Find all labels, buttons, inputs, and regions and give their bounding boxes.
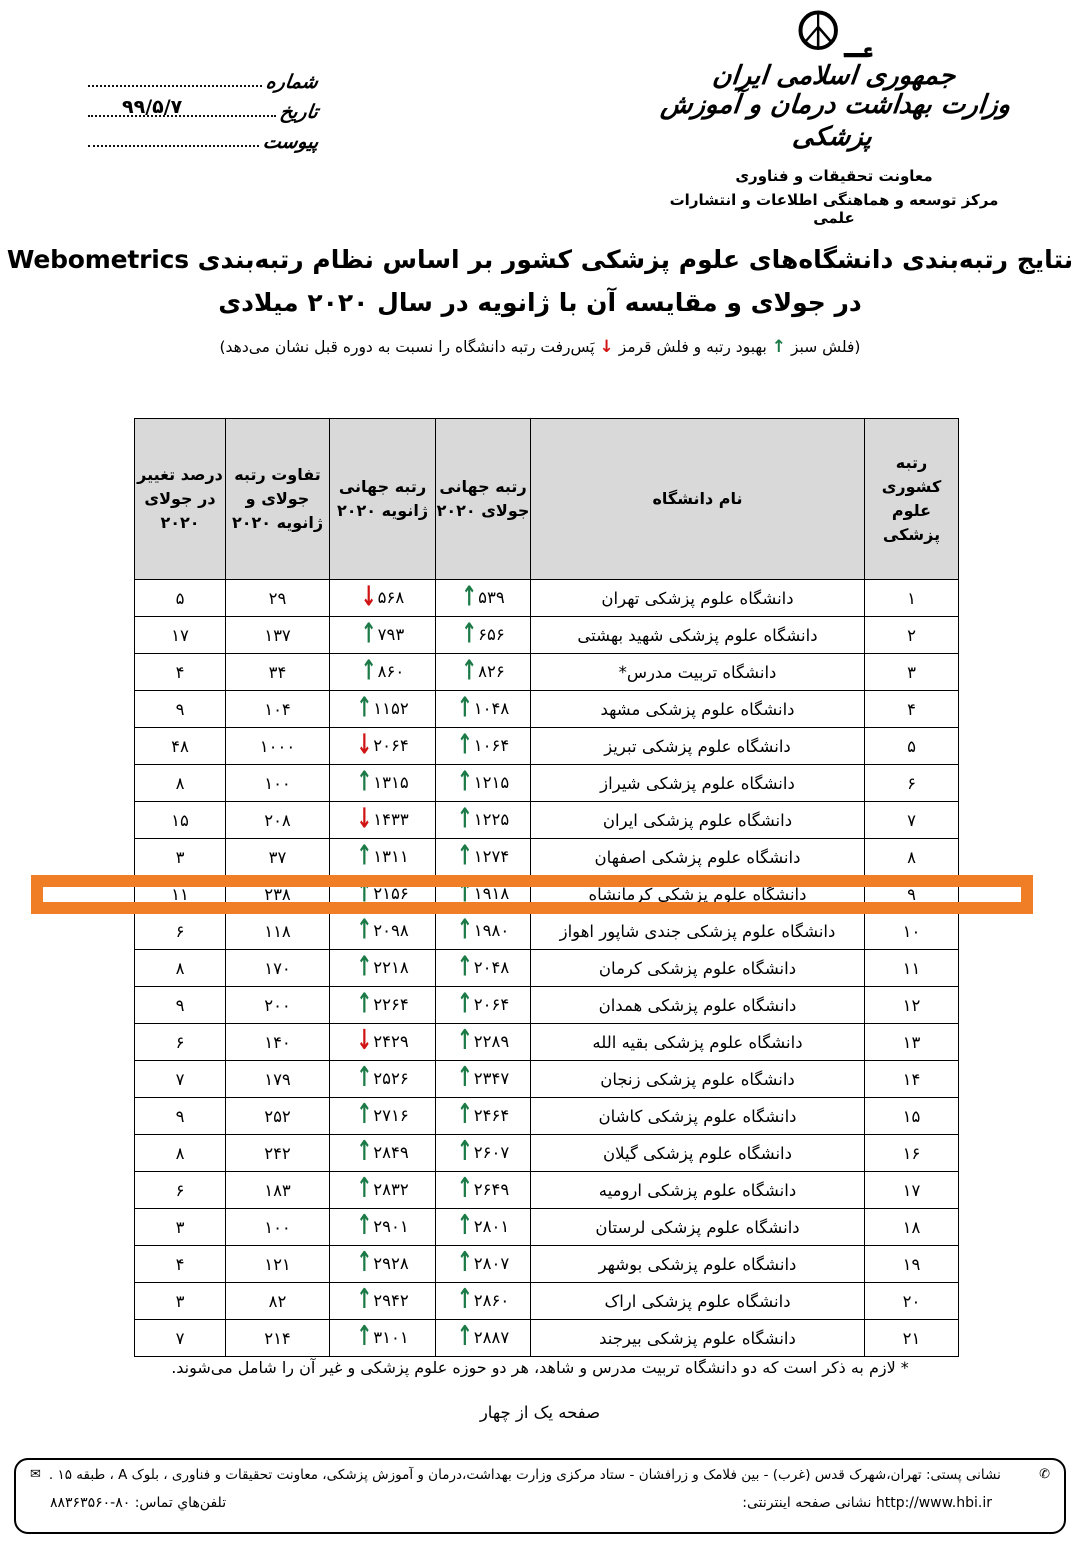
cell-world-rank-july — [436, 950, 531, 987]
table-body — [135, 580, 959, 1357]
cell-rank-difference: ۲۳۸ — [226, 876, 330, 913]
cell-world-rank-january — [330, 1246, 436, 1283]
cell-world-rank-january-value: ۱۱۵۲ — [373, 699, 409, 719]
footer-website-group — [742, 1495, 992, 1511]
cell-national-rank: ۸ — [865, 839, 959, 876]
cell-rank-difference: ۱۰۰۰ — [226, 728, 330, 765]
cell-world-rank-july — [436, 876, 531, 913]
table-row — [135, 839, 959, 876]
nastaliq-line-2: وزارت بهداشت درمان و آموزش پزشکی — [659, 90, 1013, 152]
cell-world-rank-july — [436, 580, 531, 617]
table-row — [135, 1246, 959, 1283]
cell-percent-change: ۳ — [135, 1209, 226, 1246]
column-header-world-rank-jan: رتبه جهانی ژانویه ۲۰۲۰ — [330, 419, 436, 580]
arrow-up-icon: ↑ — [356, 913, 373, 946]
cell-world-rank-july — [436, 1172, 531, 1209]
cell-national-rank: ۲ — [865, 617, 959, 654]
cell-world-rank-january-value: ۱۴۳۳ — [373, 810, 409, 830]
cell-rank-difference: ۱۷۹ — [226, 1061, 330, 1098]
meta-dotted-line — [88, 144, 259, 147]
cell-rank-difference: ۱۳۷ — [226, 617, 330, 654]
cell-world-rank-july-value: ۲۶۴۹ — [473, 1180, 510, 1200]
arrow-up-icon: ↑ — [461, 580, 478, 613]
cell-national-rank: ۱۴ — [865, 1061, 959, 1098]
cell-world-rank-july — [436, 691, 531, 728]
table-row — [135, 765, 959, 802]
cell-world-rank-january-value: ۱۳۱۵ — [373, 773, 409, 793]
meta-row-date — [88, 94, 318, 124]
cell-university-name: دانشگاه علوم پزشکی ایران — [531, 802, 865, 839]
column-header-national-rank: رتبه کشوری علوم پزشکی — [865, 419, 959, 580]
cell-university-name: دانشگاه علوم پزشکی لرستان — [531, 1209, 865, 1246]
cell-university-name: دانشگاه علوم پزشکی بقیه الله — [531, 1024, 865, 1061]
arrow-up-icon: ↑ — [356, 1246, 373, 1279]
cell-world-rank-july-value: ۱۰۴۸ — [473, 699, 510, 719]
cell-world-rank-july — [436, 987, 531, 1024]
cell-world-rank-january-value: ۲۹۲۸ — [373, 1254, 409, 1274]
arrow-up-icon: ↑ — [356, 876, 373, 909]
table-row — [135, 654, 959, 691]
cell-world-rank-january — [330, 913, 436, 950]
cell-world-rank-january — [330, 691, 436, 728]
fax-icon: ✆ — [1039, 1467, 1050, 1482]
footer-contact-line — [30, 1495, 1050, 1511]
table-row — [135, 1135, 959, 1172]
cell-university-name: دانشگاه علوم پزشکی همدان — [531, 987, 865, 1024]
cell-world-rank-july-value: ۲۶۰۷ — [473, 1143, 510, 1163]
cell-national-rank: ۹ — [865, 876, 959, 913]
cell-national-rank: ۱۶ — [865, 1135, 959, 1172]
footer-website-url[interactable]: http://www.hbi.ir — [875, 1495, 992, 1511]
cell-percent-change: ۶ — [135, 913, 226, 950]
cell-world-rank-july — [436, 1283, 531, 1320]
cell-percent-change: ۸ — [135, 765, 226, 802]
table-row — [135, 580, 959, 617]
table-header-row — [135, 419, 959, 580]
cell-rank-difference: ۱۰۰ — [226, 1209, 330, 1246]
cell-world-rank-july-value: ۱۹۱۸ — [473, 884, 510, 904]
cell-world-rank-july-value: ۱۰۶۴ — [473, 736, 510, 756]
cell-national-rank: ۳ — [865, 654, 959, 691]
arrow-up-icon: ↑ — [456, 950, 473, 983]
cell-national-rank: ۱۷ — [865, 1172, 959, 1209]
table-row — [135, 1061, 959, 1098]
table-row — [135, 987, 959, 1024]
cell-world-rank-january — [330, 1135, 436, 1172]
cell-world-rank-july-value: ۱۹۸۰ — [473, 921, 510, 941]
cell-world-rank-july-value: ۶۵۶ — [478, 625, 505, 645]
cell-world-rank-july — [436, 1024, 531, 1061]
cell-world-rank-january — [330, 987, 436, 1024]
cell-world-rank-january-value: ۲۲۱۸ — [373, 958, 409, 978]
cell-university-name: دانشگاه علوم پزشکی مشهد — [531, 691, 865, 728]
cell-national-rank: ۱۳ — [865, 1024, 959, 1061]
department-line-1: معاونت تحقیقات و فناوری — [735, 167, 933, 185]
arrow-up-icon: ↑ — [456, 802, 473, 835]
ministry-letterhead-block — [654, 0, 1014, 227]
cell-percent-change: ۴۸ — [135, 728, 226, 765]
cell-world-rank-july-value: ۲۰۶۴ — [473, 995, 510, 1015]
arrow-up-icon: ↑ — [456, 1320, 473, 1353]
cell-world-rank-january-value: ۷۹۳ — [377, 625, 405, 645]
cell-university-name: دانشگاه علوم پزشکی کاشان — [531, 1098, 865, 1135]
meta-row-attachment — [88, 124, 318, 154]
cell-rank-difference: ۳۷ — [226, 839, 330, 876]
cell-world-rank-july — [436, 1098, 531, 1135]
table-row — [135, 1098, 959, 1135]
table-row — [135, 728, 959, 765]
arrow-up-icon: ↑ — [356, 987, 373, 1020]
arrow-up-icon: ↑ — [456, 1135, 473, 1168]
cell-world-rank-july-value: ۲۸۸۷ — [473, 1328, 510, 1348]
arrow-up-icon: ↑ — [456, 1061, 473, 1094]
meta-row-number — [88, 64, 318, 94]
cell-national-rank: ۷ — [865, 802, 959, 839]
cell-world-rank-july-value: ۲۲۸۹ — [473, 1032, 510, 1052]
cell-world-rank-july — [436, 654, 531, 691]
cell-world-rank-july — [436, 1209, 531, 1246]
cell-national-rank: ۲۱ — [865, 1320, 959, 1357]
ranking-table — [134, 418, 959, 1357]
cell-world-rank-january-value: ۸۶۰ — [377, 662, 405, 682]
legend-note-middle: بهبود رتبه و فلش قرمز — [618, 338, 767, 356]
cell-university-name: دانشگاه علوم پزشکی شهید بهشتی — [531, 617, 865, 654]
cell-university-name: دانشگاه علوم پزشکی اراک — [531, 1283, 865, 1320]
footer-contact-box — [14, 1458, 1066, 1534]
table-row — [135, 913, 959, 950]
arrow-up-icon: ↑ — [456, 1024, 473, 1057]
arrow-up-icon: ↑ — [771, 337, 787, 357]
arrow-up-icon: ↑ — [356, 1098, 373, 1131]
cell-rank-difference: ۱۴۰ — [226, 1024, 330, 1061]
footer-website-label: نشانی صفحه اینترنتی: — [742, 1495, 872, 1511]
cell-world-rank-january — [330, 1320, 436, 1357]
arrow-up-icon: ↑ — [356, 950, 373, 983]
cell-world-rank-january-value: ۲۷۱۶ — [373, 1106, 409, 1126]
cell-world-rank-july — [436, 1061, 531, 1098]
arrow-up-icon: ↑ — [356, 1209, 373, 1242]
table-row — [135, 617, 959, 654]
page-title-line-2: در جولای و مقایسه آن با ژانویه در سال ۲۰۲۰ میلادی — [218, 288, 862, 317]
arrow-up-icon: ↑ — [456, 1283, 473, 1316]
cell-national-rank: ۱۵ — [865, 1098, 959, 1135]
cell-percent-change: ۱۷ — [135, 617, 226, 654]
arrow-up-icon: ↑ — [456, 728, 473, 761]
arrow-up-icon: ↑ — [461, 617, 478, 650]
legend-note-suffix: پَس‌رفت رتبه دانشگاه را نسبت به دوره قبل نشان می‌دهد) — [219, 338, 595, 356]
cell-world-rank-january — [330, 1061, 436, 1098]
cell-national-rank: ۶ — [865, 765, 959, 802]
cell-national-rank: ۵ — [865, 728, 959, 765]
arrow-up-icon: ↑ — [356, 1135, 373, 1168]
cell-national-rank: ۱۸ — [865, 1209, 959, 1246]
table-row — [135, 1172, 959, 1209]
cell-world-rank-january-value: ۲۰۶۴ — [373, 736, 409, 756]
footer-address-text: نشانی پستی: تهران،شهرک قدس (غرب) - بین فلامک و زرافشان - ستاد مرکزی وزارت بهداشت،درمان و آموزش پزشکی، معاونت تحقیقات و فناوری ، بلوک A ، طبقه ۱۵ . — [48, 1467, 1001, 1483]
table-row — [135, 950, 959, 987]
footer-phone-value: ۸۸۳۶۳۵۶۰-۸۰ — [50, 1495, 131, 1511]
cell-world-rank-january — [330, 580, 436, 617]
arrow-up-icon: ↑ — [456, 1098, 473, 1131]
cell-world-rank-july-value: ۵۳۹ — [478, 588, 505, 608]
cell-national-rank: ۱۲ — [865, 987, 959, 1024]
cell-world-rank-january-value: ۳۱۰۱ — [373, 1328, 409, 1348]
cell-world-rank-january — [330, 802, 436, 839]
cell-world-rank-january — [330, 1283, 436, 1320]
cell-rank-difference: ۱۱۸ — [226, 913, 330, 950]
cell-university-name: دانشگاه علوم پزشکی گیلان — [531, 1135, 865, 1172]
cell-rank-difference: ۲۱۴ — [226, 1320, 330, 1357]
department-line-2: مرکز توسعه و هماهنگی اطلاعات و انتشارات علمی — [669, 191, 999, 227]
cell-university-name: دانشگاه علوم پزشکی بوشهر — [531, 1246, 865, 1283]
cell-world-rank-july-value: ۲۰۴۸ — [473, 958, 510, 978]
legend-note — [0, 336, 1080, 358]
page-indicator: صفحه یک از چهار — [479, 1403, 601, 1422]
cell-national-rank: ۱ — [865, 580, 959, 617]
table-row — [135, 1283, 959, 1320]
cell-world-rank-july — [436, 839, 531, 876]
arrow-up-icon: ↑ — [360, 617, 377, 650]
cell-world-rank-july-value: ۲۸۰۷ — [473, 1254, 510, 1274]
document-title-block — [0, 238, 1080, 358]
cell-world-rank-july — [436, 617, 531, 654]
cell-world-rank-july-value: ۲۸۶۰ — [473, 1291, 510, 1311]
letterhead-meta-fields — [88, 64, 318, 154]
cell-world-rank-january — [330, 876, 436, 913]
cell-world-rank-january-value: ۱۳۱۱ — [373, 847, 409, 867]
arrow-up-icon: ↑ — [456, 691, 473, 724]
arrow-up-icon: ↑ — [456, 987, 473, 1020]
cell-world-rank-july — [436, 728, 531, 765]
cell-world-rank-january-value: ۲۸۳۲ — [373, 1180, 409, 1200]
cell-percent-change: ۹ — [135, 1098, 226, 1135]
arrow-up-icon: ↑ — [456, 839, 473, 872]
cell-world-rank-january — [330, 839, 436, 876]
cell-world-rank-july-value: ۲۳۴۷ — [473, 1069, 510, 1089]
arrow-down-icon: ↓ — [360, 580, 377, 613]
cell-university-name: دانشگاه علوم پزشکی زنجان — [531, 1061, 865, 1098]
column-header-percent-change: درصد تغییر در جولای ۲۰۲۰ — [135, 419, 226, 580]
cell-world-rank-january-value: ۲۵۲۶ — [373, 1069, 409, 1089]
cell-rank-difference: ۲۹ — [226, 580, 330, 617]
meta-value-date: ۹۹/۵/۷ — [122, 96, 183, 118]
cell-world-rank-july-value: ۱۲۱۵ — [473, 773, 510, 793]
arrow-up-icon: ↑ — [356, 1061, 373, 1094]
column-header-world-rank-july: رتبه جهانی جولای ۲۰۲۰ — [436, 419, 531, 580]
meta-label-number: شماره — [264, 71, 320, 93]
cell-world-rank-july — [436, 1135, 531, 1172]
cell-percent-change: ۸ — [135, 950, 226, 987]
cell-rank-difference: ۲۵۲ — [226, 1098, 330, 1135]
cell-world-rank-july-value: ۲۴۶۴ — [473, 1106, 510, 1126]
arrow-up-icon: ↑ — [360, 654, 377, 687]
cell-rank-difference: ۱۰۰ — [226, 765, 330, 802]
cell-world-rank-july-value: ۱۲۲۵ — [473, 810, 510, 830]
cell-world-rank-january — [330, 1172, 436, 1209]
arrow-up-icon: ↑ — [356, 839, 373, 872]
cell-university-name: دانشگاه تربیت مدرس* — [531, 654, 865, 691]
footer-phone-group — [50, 1495, 226, 1511]
cell-rank-difference: ۱۰۴ — [226, 691, 330, 728]
cell-rank-difference: ۲۴۲ — [226, 1135, 330, 1172]
footer-address-line — [30, 1467, 1050, 1483]
cell-world-rank-july-value: ۱۲۷۴ — [473, 847, 510, 867]
cell-rank-difference: ۲۰۸ — [226, 802, 330, 839]
cell-rank-difference: ۱۷۰ — [226, 950, 330, 987]
cell-percent-change: ۳ — [135, 1283, 226, 1320]
cell-percent-change: ۶ — [135, 1024, 226, 1061]
cell-world-rank-january-value: ۲۴۲۹ — [373, 1032, 409, 1052]
cell-percent-change: ۴ — [135, 1246, 226, 1283]
cell-world-rank-january-value: ۲۰۹۸ — [373, 921, 409, 941]
meta-label-attachment: پیوست — [261, 131, 320, 153]
meta-label-date: تاریخ — [278, 101, 320, 123]
arrow-down-icon: ↓ — [599, 337, 614, 357]
cell-university-name: دانشگاه علوم پزشکی بیرجند — [531, 1320, 865, 1357]
iran-emblem-icon: ؀☮ — [793, 0, 875, 63]
arrow-up-icon: ↑ — [356, 1283, 373, 1316]
cell-percent-change: ۹ — [135, 987, 226, 1024]
arrow-down-icon: ↓ — [356, 728, 373, 761]
cell-world-rank-january-value: ۲۲۶۴ — [373, 995, 409, 1015]
arrow-up-icon: ↑ — [456, 913, 473, 946]
cell-world-rank-january — [330, 950, 436, 987]
cell-world-rank-july — [436, 913, 531, 950]
meta-dotted-line — [88, 84, 262, 87]
envelope-icon: ✉ — [30, 1467, 41, 1482]
arrow-up-icon: ↑ — [456, 1172, 473, 1205]
cell-university-name: دانشگاه علوم پزشکی کرمان — [531, 950, 865, 987]
cell-percent-change: ۴ — [135, 654, 226, 691]
arrow-up-icon: ↑ — [456, 765, 473, 798]
table-footnote: * لازم به ذکر است که دو دانشگاه تربیت مدرس و شاهد، هر دو حوزه علوم پزشکی و غیر آن را شامل می‌شوند. — [171, 1358, 909, 1377]
cell-percent-change: ۹ — [135, 691, 226, 728]
cell-percent-change: ۱۱ — [135, 876, 226, 913]
cell-university-name: دانشگاه علوم پزشکی تهران — [531, 580, 865, 617]
cell-national-rank: ۱۹ — [865, 1246, 959, 1283]
cell-percent-change: ۱۵ — [135, 802, 226, 839]
cell-world-rank-july — [436, 1320, 531, 1357]
cell-world-rank-january — [330, 1098, 436, 1135]
cell-university-name: دانشگاه علوم پزشکی جندی شاپور اهواز — [531, 913, 865, 950]
arrow-up-icon: ↑ — [456, 876, 473, 909]
table-row — [135, 1024, 959, 1061]
cell-rank-difference: ۱۸۳ — [226, 1172, 330, 1209]
table-row — [135, 1209, 959, 1246]
cell-world-rank-january-value: ۲۸۴۹ — [373, 1143, 409, 1163]
cell-national-rank: ۴ — [865, 691, 959, 728]
cell-percent-change: ۸ — [135, 1135, 226, 1172]
cell-world-rank-july — [436, 765, 531, 802]
cell-world-rank-january — [330, 617, 436, 654]
arrow-up-icon: ↑ — [356, 1320, 373, 1353]
cell-percent-change: ۵ — [135, 580, 226, 617]
cell-world-rank-january — [330, 765, 436, 802]
column-header-rank-difference: تفاوت رتبه جولای و ژانویه ۲۰۲۰ — [226, 419, 330, 580]
cell-world-rank-january-value: ۲۱۵۶ — [373, 884, 409, 904]
arrow-up-icon: ↑ — [456, 1246, 473, 1279]
cell-university-name: دانشگاه علوم پزشکی شیراز — [531, 765, 865, 802]
cell-world-rank-january — [330, 1024, 436, 1061]
table-row — [135, 876, 959, 913]
arrow-up-icon: ↑ — [456, 1209, 473, 1242]
cell-world-rank-january-value: ۵۶۸ — [377, 588, 405, 608]
cell-world-rank-january — [330, 1209, 436, 1246]
cell-national-rank: ۱۰ — [865, 913, 959, 950]
cell-world-rank-july — [436, 1246, 531, 1283]
cell-rank-difference: ۸۲ — [226, 1283, 330, 1320]
table-row — [135, 802, 959, 839]
arrow-down-icon: ↓ — [356, 802, 373, 835]
footer-phone-label: تلفن‌هاي تماس: — [134, 1495, 227, 1511]
cell-percent-change: ۳ — [135, 839, 226, 876]
arrow-down-icon: ↓ — [356, 1024, 373, 1057]
arrow-up-icon: ↑ — [356, 691, 373, 724]
cell-national-rank: ۱۱ — [865, 950, 959, 987]
cell-world-rank-january — [330, 654, 436, 691]
cell-world-rank-january — [330, 728, 436, 765]
cell-world-rank-january-value: ۲۹۰۱ — [373, 1217, 409, 1237]
cell-university-name: دانشگاه علوم پزشکی اصفهان — [531, 839, 865, 876]
arrow-up-icon: ↑ — [356, 765, 373, 798]
cell-world-rank-july — [436, 802, 531, 839]
cell-university-name: دانشگاه علوم پزشکی تبریز — [531, 728, 865, 765]
cell-percent-change: ۷ — [135, 1320, 226, 1357]
cell-rank-difference: ۲۰۰ — [226, 987, 330, 1024]
cell-university-name: دانشگاه علوم پزشکی کرمانشاه — [531, 876, 865, 913]
legend-note-prefix: (فلش سبز — [790, 338, 861, 356]
arrow-up-icon: ↑ — [461, 654, 478, 687]
arrow-up-icon: ↑ — [356, 1172, 373, 1205]
table-row — [135, 1320, 959, 1357]
table-header — [135, 419, 959, 580]
letterhead — [0, 0, 1080, 227]
page-title-line-1: نتایج رتبه‌بندی دانشگاه‌های علوم پزشکی کشور بر اساس نظام رتبه‌بندی Webometrics — [6, 245, 1074, 274]
cell-percent-change: ۷ — [135, 1061, 226, 1098]
cell-national-rank: ۲۰ — [865, 1283, 959, 1320]
cell-world-rank-july-value: ۲۸۰۱ — [473, 1217, 510, 1237]
cell-university-name: دانشگاه علوم پزشکی ارومیه — [531, 1172, 865, 1209]
cell-rank-difference: ۳۴ — [226, 654, 330, 691]
cell-rank-difference: ۱۲۱ — [226, 1246, 330, 1283]
cell-world-rank-july-value: ۸۲۶ — [478, 662, 505, 682]
ranking-table-container — [135, 418, 959, 1357]
nastaliq-line-1: جمهوری اسلامی ایران — [711, 61, 957, 91]
column-header-university-name: نام دانشگاه — [531, 419, 865, 580]
table-row — [135, 691, 959, 728]
cell-world-rank-january-value: ۲۹۴۲ — [373, 1291, 409, 1311]
cell-percent-change: ۶ — [135, 1172, 226, 1209]
